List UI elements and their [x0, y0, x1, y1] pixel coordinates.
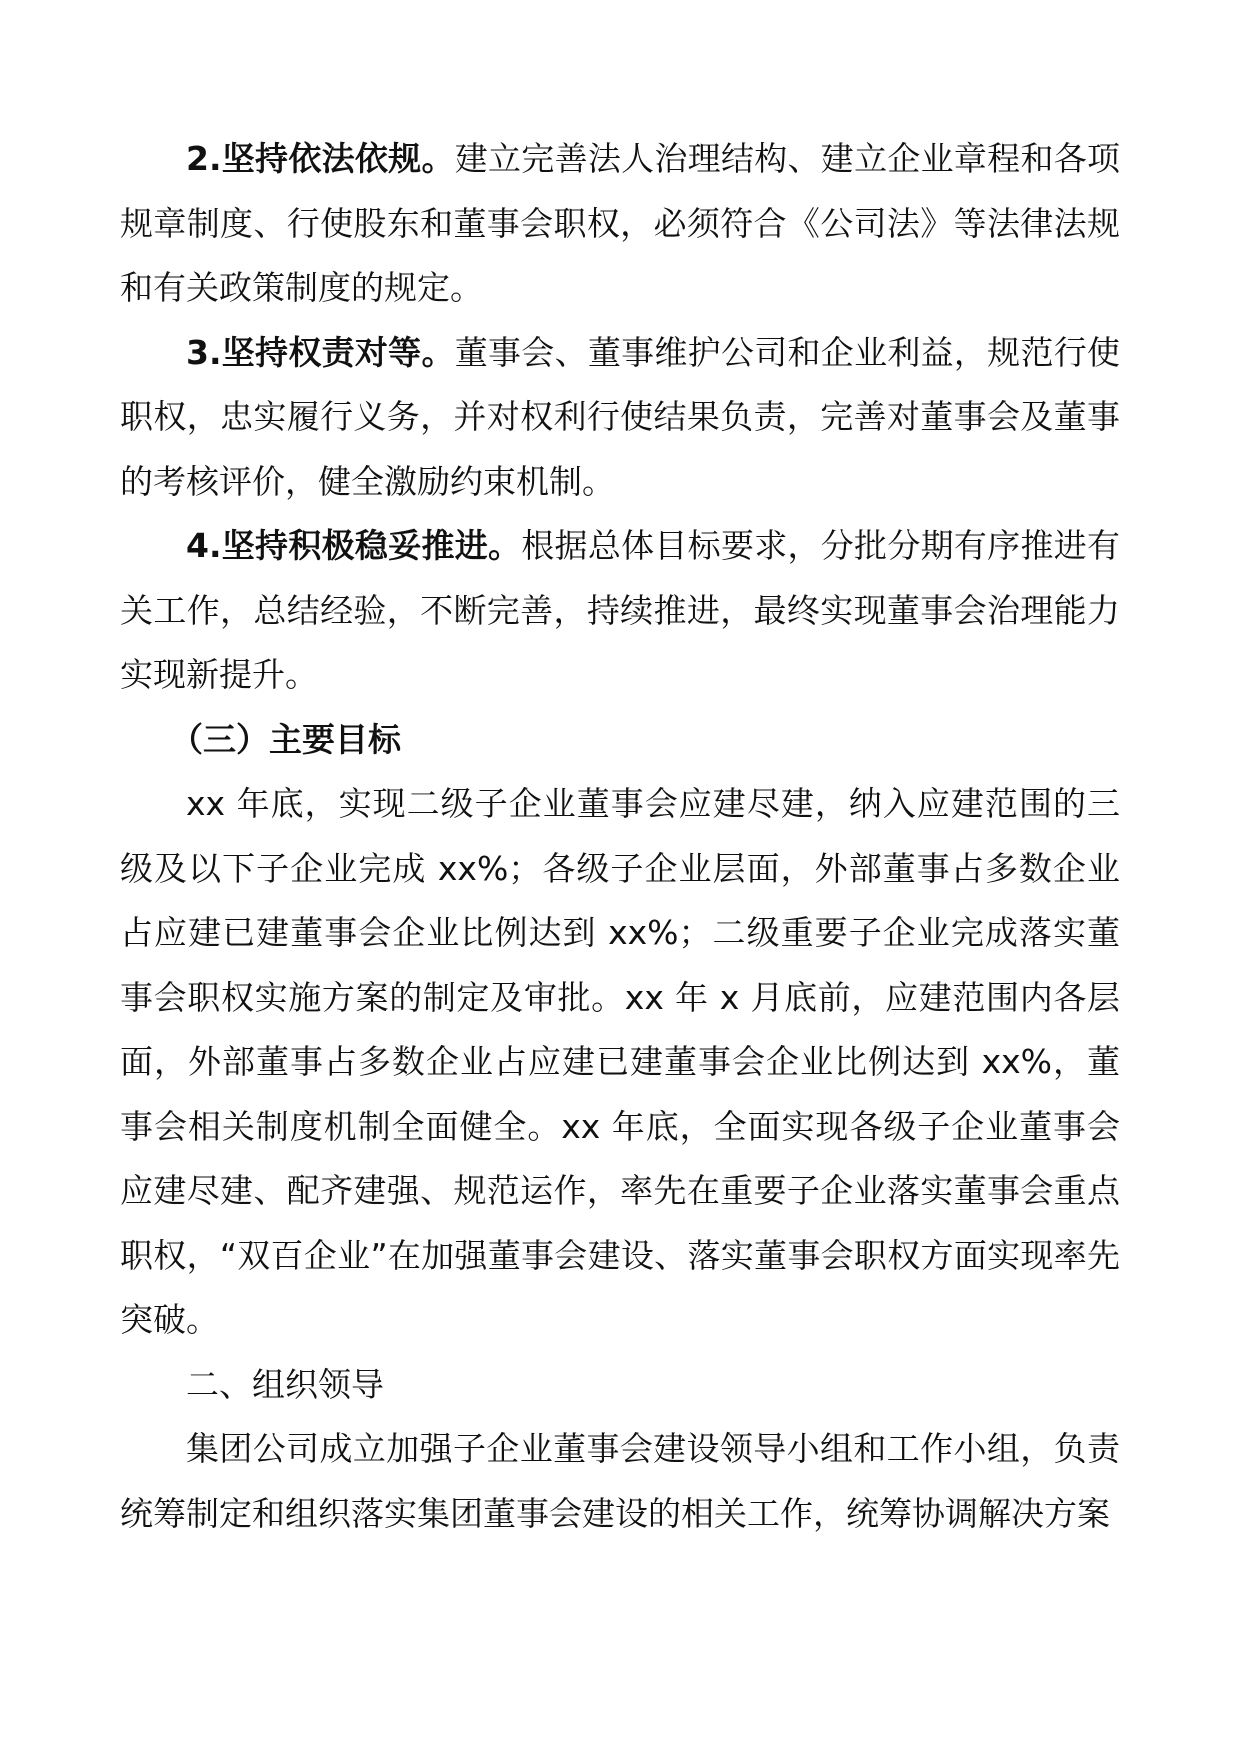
principle-3-heading: 3.坚持权责对等。	[186, 332, 455, 372]
heading-organization-leadership: 二、组织领导	[186, 1364, 384, 1404]
principle-4-heading: 4.坚持积极稳妥推进。	[186, 526, 522, 565]
principle-4-text: 根据总体目标要求，分批分期有序推进有关工作，总结经验，不断完善，持续推进，最终实现董事会治理能力实现新提升。	[120, 526, 1121, 694]
paragraph-organization: 集团公司成立加强子企业董事会建设领导小组和工作小组，负责统筹制定和组织落实集团董事会建设的相关工作，统筹协调解决方案	[120, 1429, 1120, 1533]
principle-2-heading: 2.坚持依法依规。	[186, 139, 455, 178]
principle-3-text: 董事会、董事维护公司和企业利益，规范行使职权，忠实履行义务，并对权利行使结果负责，完善对董事会及董事的考核评价，健全激励约束机制。	[120, 332, 1121, 501]
paragraph-principle-4	[120, 514, 1120, 708]
paragraph-main-goals: xx 年底，实现二级子企业董事会应建尽建，纳入应建范围的三级及以下子企业完成 xx%；各级子企业层面，外部董事占多数企业占应建已建董事会企业比例达到 xx%；二级重要子企业完成落实董事会职权实施方案的制定及审批。xx 年 x 月底前，应建范围内各层面，外部董事占多数企业占应建已建董事会企业比例达到 xx%，董事会相关制度机制全面健全。xx 年底，全面实现各级子企业董事会应建尽建、配齐建强、规范运作，率先在重要子企业落实董事会重点职权，“双百企业”在加强董事会建设、落实董事会职权方面实现率先突破。	[120, 784, 1120, 1339]
paragraph-principle-2	[120, 127, 1120, 321]
paragraph-principle-3	[120, 321, 1120, 515]
document-body	[120, 127, 1120, 1546]
principle-2-text: 建立完善法人治理结构、建立企业章程和各项规章制度、行使股东和董事会职权，必须符合《公司法》等法律法规和有关政策制度的规定。	[120, 139, 1121, 307]
section-title-main-goals: （三）主要目标	[170, 719, 401, 759]
